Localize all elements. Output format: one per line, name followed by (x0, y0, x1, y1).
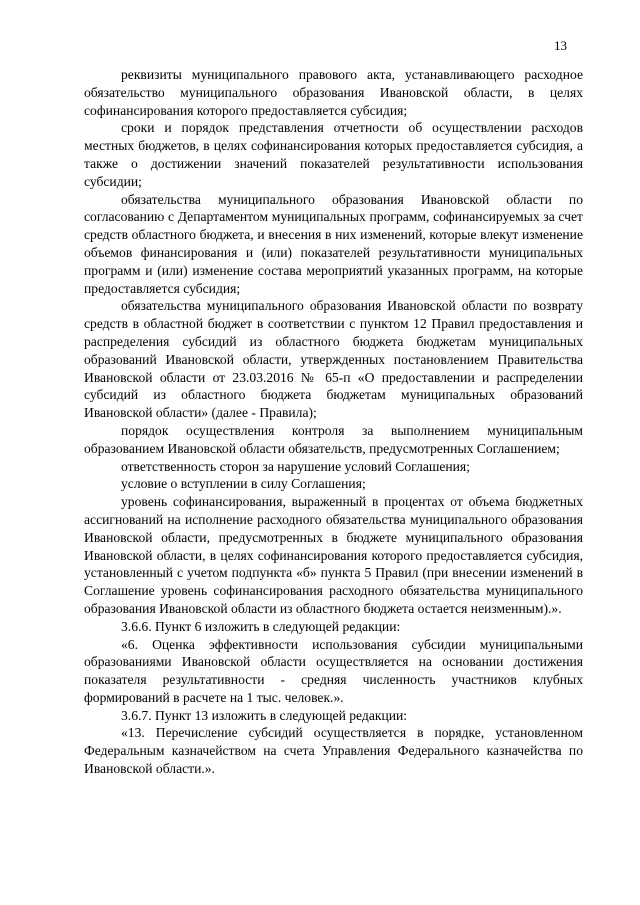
paragraph-point-13-text: «13. Перечисление субсидий осуществляется в порядке, установленном Федеральным казначейством на счета Управления Федерального казначейства по Ивановской области.». (84, 725, 583, 777)
paragraph-entry-into-force: условие о вступлении в силу Соглашения; (121, 476, 366, 492)
paragraph-return-obligations: обязательства муниципального образования Ивановской области по возврату средств в областной бюджет в соответствии с пунктом 12 Правил предоставления и распределения субсидий из областного бюджета бюджетам муниципальных образований Ивановской области, утвержденных постановлением Правительства Ивановской области от 23.03.2016 № 65-п «О предоставлении и распределении субсидий из областного бюджета бюджетам муниципальных образований Ивановской области» (далее - Правила); (84, 298, 583, 421)
paragraph-cofinancing-level: уровень софинансирования, выраженный в процентах от объема бюджетных ассигнований на исполнение расходного обязательства муниципального образования Ивановской области, предусмотренных в бюджете муниципального образования Ивановской области, в целях софинансирования которого предоставляется субсидия, установленный с учетом подпункта «б» пункта 5 Правил (при внесении изменений в Соглашение уровень софинансирования расходного обязательства муниципального образования Ивановской области из областного бюджета остается неизменным).». (84, 494, 583, 616)
paragraph-point-6-text: «6. Оценка эффективности использования субсидии муниципальными образованиями Ивановской области осуществляется на основании достижения показателя результативности - средняя численность участников клубных формирований в расчете на 1 тыс. человек.». (84, 636, 583, 705)
document-body (84, 66, 583, 778)
paragraph-control-procedure: порядок осуществления контроля за выполнением муниципальным образованием Ивановской области обязательств, предусмотренных Соглашением; (84, 422, 583, 456)
page-number: 13 (554, 38, 567, 53)
paragraph-requisites: реквизиты муниципального правового акта, устанавливающего расходное обязательство муниципального образования Ивановской области, в целях софинансирования которого предоставляется субсидия; (84, 67, 583, 118)
paragraph-responsibility: ответственность сторон за нарушение условий Соглашения; (121, 458, 470, 474)
paragraph-clause-3-6-7: 3.6.7. Пункт 13 изложить в следующей редакции: (121, 707, 408, 723)
paragraph-reporting: сроки и порядок представления отчетности об осуществлении расходов местных бюджетов, в целях софинансирования которых предоставляется субсидия, а также о достижении значений показателей результативности использования субсидии; (84, 120, 583, 189)
paragraph-coordination-obligations: обязательства муниципального образования Ивановской области по согласованию с Департаментом муниципальных программ, софинансируемых за счет средств областного бюджета, и внесения в них изменений, которые влекут изменение объемов финансирования и (или) показателей результативности муниципальных программ и (или) изменение состава мероприятий указанных программ, на которые предоставляется субсидия; (84, 191, 583, 296)
paragraph-clause-3-6-6: 3.6.6. Пункт 6 изложить в следующей редакции: (121, 618, 401, 634)
